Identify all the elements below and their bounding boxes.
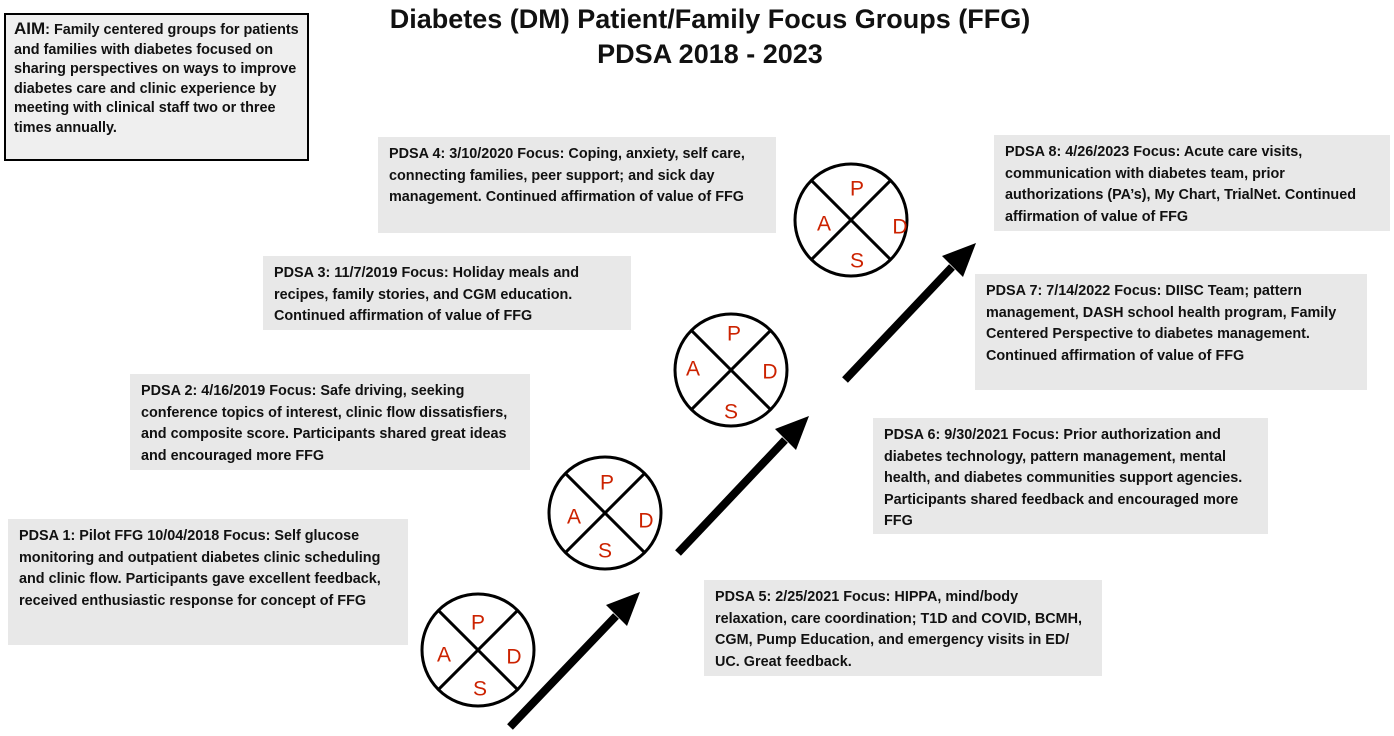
pdsa-1-box: PDSA 1: Pilot FFG 10/04/2018 Focus: Self glucose monitoring and outpatient diabetes clinic scheduling and clinic flow. Participants gave excellent feedback, received enthusiastic response for concept of FFG <box>8 519 408 645</box>
pdsa-8-box: PDSA 8: 4/26/2023 Focus: Acute care visits, communication with diabetes team, prior authorizations (PA’s), My Chart, TrialNet. Continued affirmation of value of FFG <box>994 135 1390 231</box>
plan-letter: P <box>599 471 615 495</box>
study-letter: S <box>723 400 739 424</box>
plan-letter: P <box>849 177 865 201</box>
pdsa-2-box: PDSA 2: 4/16/2019 Focus: Safe driving, seeking conference topics of interest, clinic flow dissatisfiers, and composite score. Participants shared great ideas and encouraged more FFG <box>130 374 530 470</box>
aim-label: AIM <box>14 19 46 38</box>
plan-letter: P <box>726 322 742 346</box>
do-letter: D <box>638 509 654 533</box>
act-letter: A <box>816 212 832 236</box>
do-letter: D <box>762 360 778 384</box>
arrow-2 <box>678 416 809 553</box>
study-letter: S <box>849 249 865 273</box>
study-letter: S <box>472 677 488 701</box>
title-line-2: PDSA 2018 - 2023 <box>597 39 823 69</box>
pdsa-cycle-2 <box>549 457 661 569</box>
pdsa-3-box: PDSA 3: 11/7/2019 Focus: Holiday meals and recipes, family stories, and CGM education. Continued affirmation of value of FFG <box>263 256 631 330</box>
title-line-1: Diabetes (DM) Patient/Family Focus Groups (FFG) <box>389 4 1031 34</box>
pdsa-5-box: PDSA 5: 2/25/2021 Focus: HIPPA, mind/body relaxation, care coordination; T1D and COVID, BCMH, CGM, Pump Education, and emergency visits in ED/ UC. Great feedback. <box>704 580 1102 676</box>
do-letter: D <box>892 215 908 239</box>
act-letter: A <box>685 357 701 381</box>
pdsa-cycle-1 <box>422 594 534 706</box>
pdsa-7-box: PDSA 7: 7/14/2022 Focus: DIISC Team; pattern management, DASH school health program, Family Centered Perspective to diabetes management. Continued affirmation of value of FFG <box>975 274 1367 390</box>
act-letter: A <box>436 643 452 667</box>
pdsa-6-box: PDSA 6: 9/30/2021 Focus: Prior authorization and diabetes technology, pattern management, mental health, and diabetes communities support agencies. Participants shared feedback and encouraged more FFG <box>873 418 1268 534</box>
pdsa-cycle-3 <box>675 314 787 426</box>
pdsa-4-box: PDSA 4: 3/10/2020 Focus: Coping, anxiety, self care, connecting families, peer support; and sick day management. Continued affirmation of value of FFG <box>378 137 776 233</box>
plan-letter: P <box>470 611 486 635</box>
study-letter: S <box>597 539 613 563</box>
act-letter: A <box>566 505 582 529</box>
aim-text: : Family centered groups for patients and families with diabetes focused on sharing perspectives on ways to improve diabetes care and clinic experience by meeting with clinical staff two or three times annually. <box>14 22 299 136</box>
pdsa-cycle-4 <box>795 164 908 276</box>
do-letter: D <box>506 645 522 669</box>
